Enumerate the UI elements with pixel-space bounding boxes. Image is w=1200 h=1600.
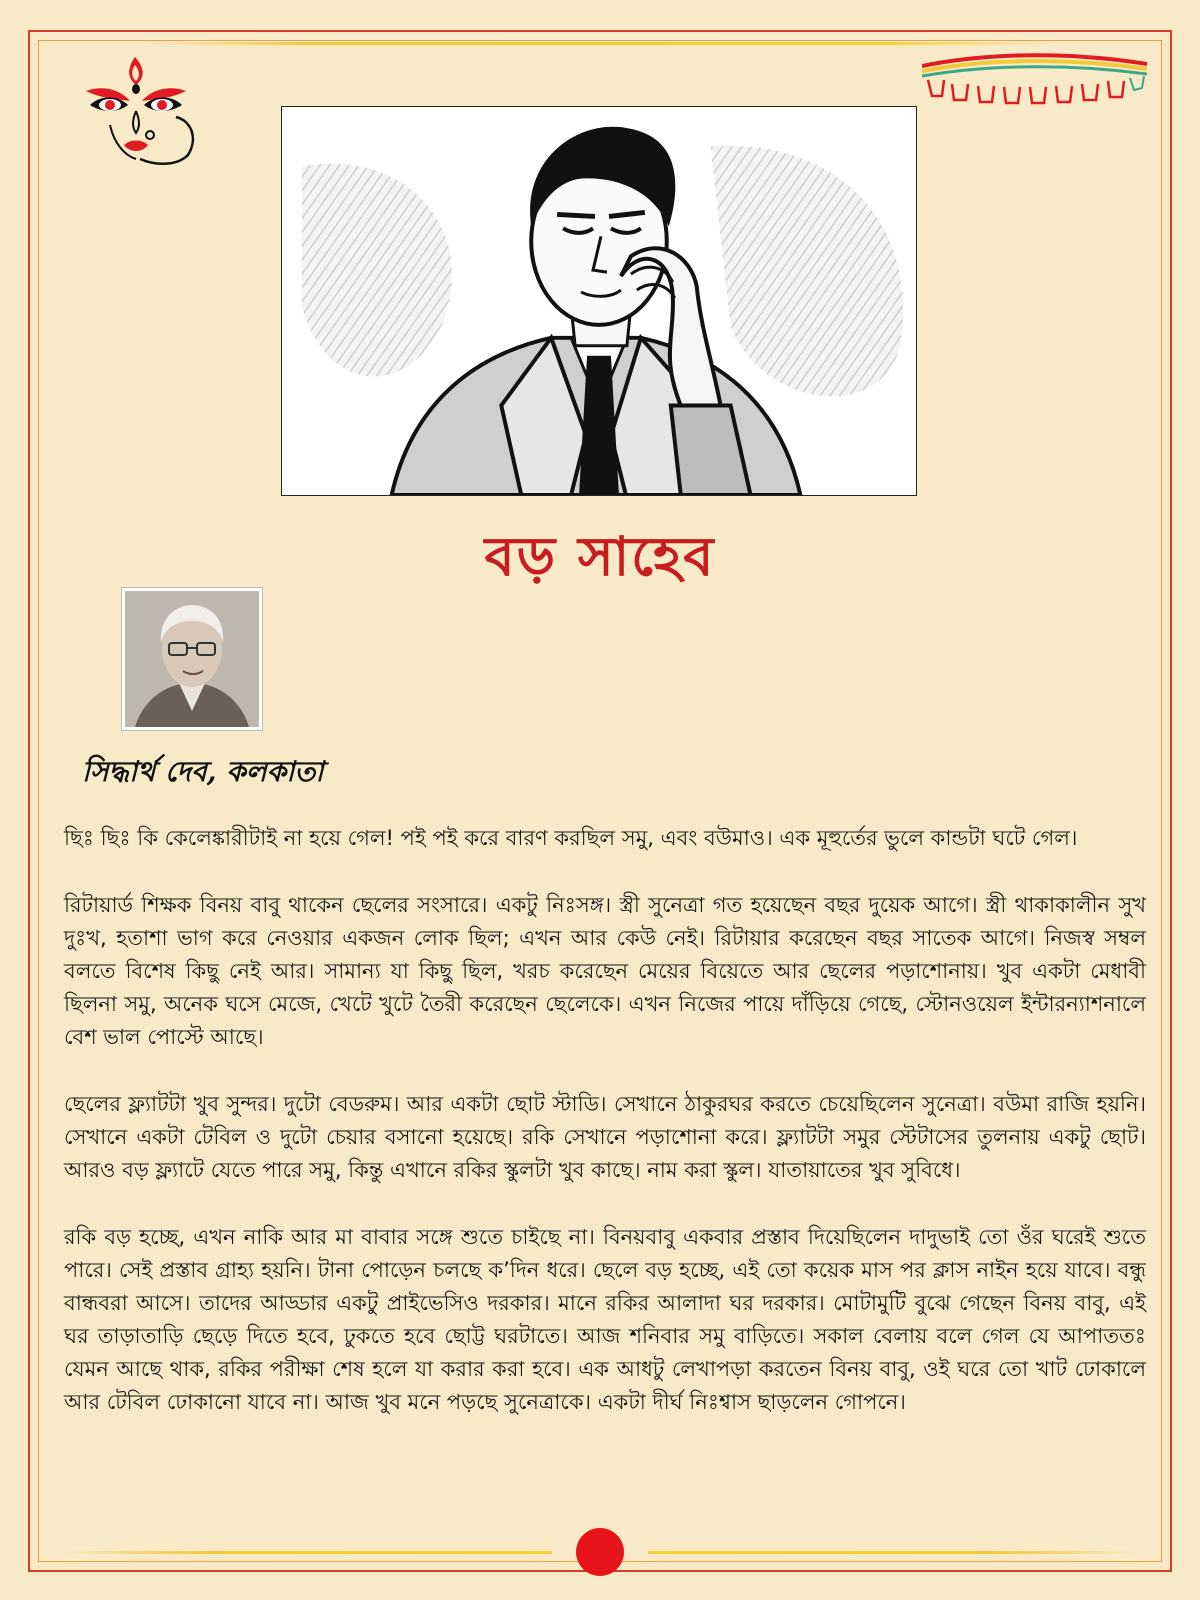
paragraph: রকি বড় হচ্ছে, এখন নাকি আর মা বাবার সঙ্গে শুতে চাইছে না। বিনয়বাবু একবার প্রস্তাব দিয়েছিলেন দাদুভাই তো ওঁর ঘরেই শুতে পারে। সেই প্রস্তাব গ্রাহ্য হয়নি। টানা পোড়েন চলছে ক’দিন ধরে। ছেলে বড় হচ্ছে, এই তো কয়েক মাস পর ক্লাস নাইন হয়ে যাবে। বন্ধু বান্ধবরা আসে। তাদের আড্ডার একটু প্রাইভেসিও দরকার। মানে রকির আলাদা ঘর দরকার। মোটামুটি বুঝে গেছেন বিনয় বাবু, এই ঘর তাড়াতাড়ি ছেড়ে দিতে হবে, ঢুকতে হবে ছোট্ট ঘরটাতে। আজ শনিবার সমু বাড়িতে। সকাল বেলায় বলে গেল যে আপাততঃ যেমন আছে থাক, রকির পরীক্ষা শেষ হলে যা করার করা হবে। এক আধটু লেখাপড়া করতেন বিনয় বাবু, ওই ঘরে তো খাট ঢোকালে আর টেবিল ঢোকানো যাবে না। আজ খুব মনে পড়ছে সুনেত্রাকে। একটা দীর্ঘ নিঃশ্বাস ছাড়লেন গোপনে। — [64, 1225, 1146, 1414]
author-name: সিদ্ধার্থ দেব, কলকাতা — [82, 755, 324, 788]
bottom-red-dot — [576, 1528, 624, 1576]
bottom-decorative-rule-right — [648, 1551, 1138, 1554]
paragraph: রিটায়ার্ড শিক্ষক বিনয় বাবু থাকেন ছেলের সংসারে। একটু নিঃসঙ্গ। স্ত্রী সুনেত্রা গত হয়েছেন বছর দুয়েক আগে। স্ত্রী থাকাকালীন সুখ দুঃখ, হতাশা ভাগ করে নেওয়ার একজন লোক ছিল; এখন আর কেউ নেই। রিটায়ার করেছেন বছর সাতেক আগে। নিজস্ব সম্বল বলতে বিশেষ কিছু নেই আর। সামান্য যা কিছু ছিল, খরচ করেছেন মেয়ের বিয়েতে আর ছেলের পড়াশোনায়। খুব একটা মেধাবী ছিলনা সমু, অনেক ঘসে মেজে, খেটে খুটে তৈরী করেছেন ছেলেকে। এখন নিজের পায়ে দাঁড়িয়ে গেছে, স্টোনওয়েল ইন্টারন্যাশনালে বেশ ভাল পোস্টে আছে। — [64, 893, 1146, 1049]
top-decorative-rule — [150, 42, 1050, 45]
paragraph: ছিঃ ছিঃ কি কেলেঙ্কারীটাই না হয়ে গেল! পই পই করে বারণ করছিল সমু, এবং বউমাও। এক মূহুর্তের ভুলে কান্ডটা ঘটে গেল। — [64, 826, 1078, 850]
festive-bunting-icon — [922, 50, 1152, 110]
story-title: বড় সাহেব — [484, 525, 716, 588]
bottom-decorative-rule-left — [62, 1551, 552, 1554]
author-photo — [122, 588, 262, 730]
story-illustration — [281, 106, 917, 496]
durga-face-icon — [80, 55, 205, 170]
paragraph: ছেলের ফ্ল্যাটটা খুব সুন্দর। দুটো বেডরুম। আর একটা ছোট স্টাডি। সেখানে ঠাকুরঘর করতে চেয়েছিলেন সুনেত্রা। বউমা রাজি হয়নি। সেখানে একটা টেবিল ও দুটো চেয়ার বসানো হয়েছে। রকি সেখানে পড়াশোনা করে। ফ্ল্যাটটা সমুর স্টেটাসের তুলনায় একটু ছোট। আরও বড় ফ্ল্যাটে যেতে পারে সমু, কিন্তু এখানে রকির স্কুলটা খুব কাছে। নাম করা স্কুল। যাতায়াতের খুব সুবিধে। — [64, 1092, 1146, 1182]
article-body — [64, 822, 1146, 1453]
